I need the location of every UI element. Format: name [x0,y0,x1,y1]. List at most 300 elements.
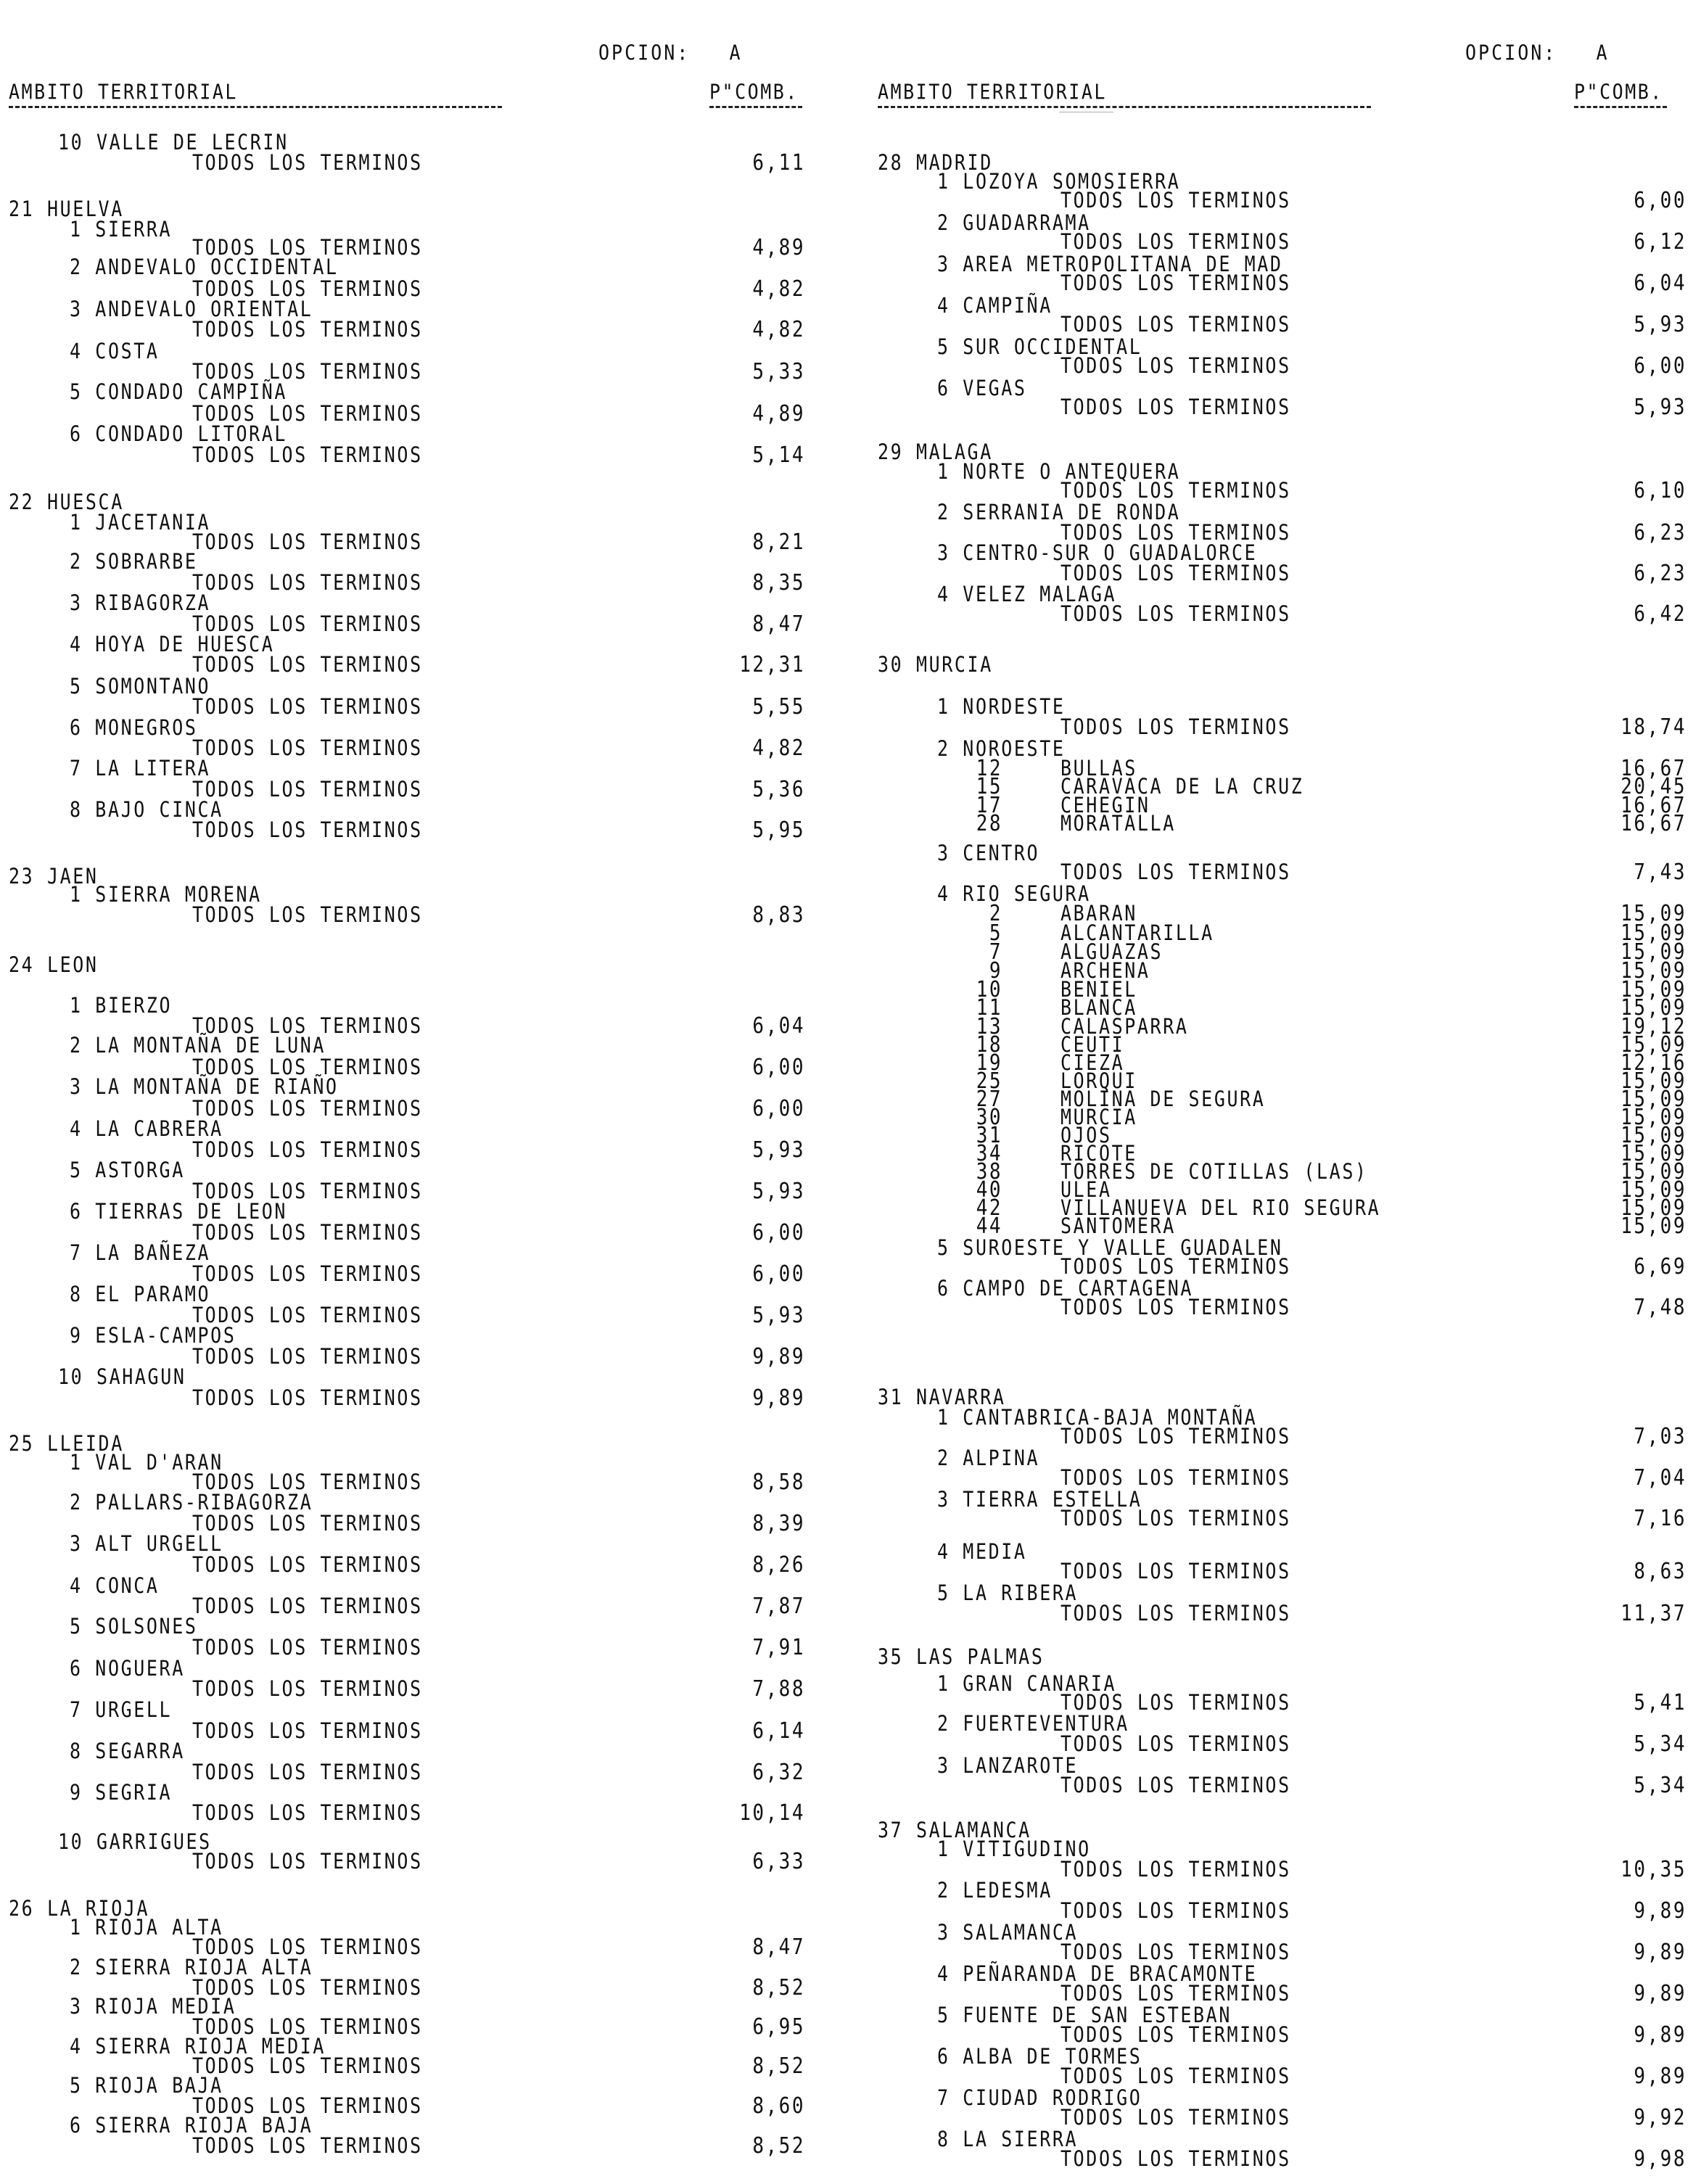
price-value: 19,12 [1620,1013,1686,1040]
all-terms-label: TODOS LOS TERMINOS [192,1302,423,1328]
price-value: 6,11 [752,149,805,176]
municipio-name: VILLANUEVA DEL RIO SEGURA [1060,1195,1381,1221]
municipio-name: CIEZA [1060,1050,1125,1076]
price-value: 10,35 [1620,1856,1686,1883]
all-terms-label: TODOS LOS TERMINOS [1060,1423,1291,1449]
price-value: 9,92 [1634,2104,1686,2131]
municipio-code: 9 [989,957,1002,984]
comarca-name: 8 SEGARRA [70,1738,185,1764]
price-value: 6,04 [752,1013,805,1039]
comarca-name: 1 VITIGUDINO [937,1836,1091,1862]
price-value: 15,09 [1620,1068,1686,1095]
all-terms-label: TODOS LOS TERMINOS [192,1593,423,1619]
comarca-name: 3 ANDEVALO ORIENTAL [70,296,313,322]
municipio-name: SANTOMERA [1060,1213,1176,1239]
province-name: 31 NAVARRA [878,1384,1006,1410]
comarca-name: 8 LA SIERRA [937,2126,1079,2152]
comarca-name: 1 JACETANIA [70,509,211,535]
price-value: 16,67 [1620,792,1686,819]
opcion-label: OPCION: A [1465,41,1610,65]
comarca-name: 2 SIERRA RIOJA ALTA [70,1954,313,1980]
price-value: 6,04 [1634,270,1686,297]
comarca-name: 3 RIBAGORZA [70,590,211,616]
comarca-name: 4 COSTA [70,338,160,364]
opcion-value: A [1596,41,1610,65]
price-value: 8,21 [752,529,805,556]
province-name: 23 JAEN [9,863,99,889]
column-header-territory: AMBITO TERRITORIAL [878,80,1107,104]
comarca-name: 1 VAL D'ARAN [70,1449,223,1475]
all-terms-label: TODOS LOS TERMINOS [192,776,423,802]
municipio-code: 15 [976,773,1002,800]
all-terms-label: TODOS LOS TERMINOS [192,2014,423,2040]
all-terms-label: TODOS LOS TERMINOS [1060,601,1291,627]
price-value: 6,23 [1634,519,1686,546]
price-value: 4,89 [752,234,805,261]
all-terms-label: TODOS LOS TERMINOS [1060,1939,1291,1965]
price-value: 8,39 [752,1510,805,1537]
price-value: 11,37 [1620,1600,1686,1627]
municipio-code: 5 [989,920,1002,947]
price-value: 10,14 [739,1800,805,1826]
comarca-name: 6 ALBA DE TORMES [937,2043,1142,2069]
all-terms-label: TODOS LOS TERMINOS [192,1759,423,1785]
price-value: 4,82 [752,316,805,343]
municipio-code: 34 [976,1140,1002,1167]
all-terms-label: TODOS LOS TERMINOS [1060,1772,1291,1798]
opcion-label: OPCION: A [598,41,743,65]
comarca-name: 4 SIERRA RIOJA MEDIA [70,2033,326,2059]
price-value: 6,42 [1634,601,1686,627]
all-terms-label: TODOS LOS TERMINOS [1060,1980,1291,2006]
all-terms-label: TODOS LOS TERMINOS [192,1219,423,1245]
all-terms-label: TODOS LOS TERMINOS [192,1137,423,1163]
price-value: 6,23 [1634,560,1686,587]
municipio-code: 10 [976,976,1002,1003]
comarca-name: 4 HOYA DE HUESCA [70,631,275,657]
all-terms-label: TODOS LOS TERMINOS [192,1934,423,1960]
all-terms-label: TODOS LOS TERMINOS [192,569,423,596]
right-column [849,0,1701,2184]
all-terms-label: TODOS LOS TERMINOS [1060,228,1291,255]
price-value: 12,31 [739,651,805,678]
comarca-name: 2 NOROESTE [937,735,1066,762]
price-value: 5,34 [1634,1731,1686,1757]
municipio-code: 11 [976,994,1002,1021]
all-terms-label: TODOS LOS TERMINOS [1060,2022,1291,2048]
all-terms-label: TODOS LOS TERMINOS [1060,519,1291,545]
comarca-name: 2 PALLARS-RIBAGORZA [70,1489,313,1515]
price-value: 6,32 [752,1759,805,1786]
left-column [0,0,849,2184]
all-terms-label: TODOS LOS TERMINOS [1060,2063,1291,2089]
municipio-code: 38 [976,1158,1002,1185]
all-terms-label: TODOS LOS TERMINOS [192,1343,423,1369]
all-terms-label: TODOS LOS TERMINOS [192,817,423,843]
comarca-name: 5 SOLSONES [70,1613,198,1639]
comarca-name: 2 ANDEVALO OCCIDENTAL [70,254,339,280]
all-terms-label: TODOS LOS TERMINOS [192,1800,423,1826]
municipio-code: 40 [976,1177,1002,1203]
price-value: 15,09 [1620,900,1686,927]
comarca-name: 8 BAJO CINCA [70,796,223,823]
price-value: 5,14 [752,442,805,469]
price-value: 15,09 [1620,920,1686,947]
price-value: 7,16 [1634,1505,1686,1532]
municipio-code: 13 [976,1013,1002,1040]
comarca-name: 2 LEDESMA [937,1877,1053,1903]
municipio-name: BLANCA [1060,994,1137,1021]
all-terms-label: TODOS LOS TERMINOS [1060,1505,1291,1531]
all-terms-label: TODOS LOS TERMINOS [192,1261,423,1287]
price-value: 6,14 [752,1718,805,1744]
column-header-territory: AMBITO TERRITORIAL [9,80,238,104]
all-terms-label: TODOS LOS TERMINOS [192,1469,423,1495]
price-value: 8,35 [752,569,805,596]
comarca-name: 5 SUROESTE Y VALLE GUADALEN [937,1235,1283,1261]
all-terms-label: TODOS LOS TERMINOS [1060,1294,1291,1320]
price-value: 9,89 [1634,2022,1686,2048]
comarca-name: 6 NOGUERA [70,1655,185,1681]
price-value: 7,88 [752,1676,805,1702]
price-value: 6,69 [1634,1253,1686,1280]
municipio-name: CEUTI [1060,1031,1125,1058]
comarca-name: 6 SIERRA RIOJA BAJA [70,2112,313,2138]
all-terms-label: TODOS LOS TERMINOS [192,611,423,637]
comarca-name: 2 ALPINA [937,1445,1040,1471]
comarca-name: 3 CENTRO [937,840,1040,866]
all-terms-label: TODOS LOS TERMINOS [1060,714,1291,740]
all-terms-label: TODOS LOS TERMINOS [1060,1600,1291,1626]
comarca-name: 6 VEGAS [937,375,1027,401]
price-value: 15,09 [1620,1140,1686,1167]
comarca-name: 3 AREA METROPOLITANA DE MAD [937,251,1283,277]
price-value: 5,93 [1634,394,1686,421]
price-value: 6,10 [1634,477,1686,504]
municipio-code: 31 [976,1122,1002,1149]
municipio-name: CALASPARRA [1060,1013,1189,1039]
comarca-name: 7 LA LITERA [70,755,211,781]
municipio-code: 44 [976,1213,1002,1240]
price-value: 8,63 [1634,1558,1686,1585]
province-name: 37 SALAMANCA [878,1817,1031,1843]
comarca-name: 5 SOMONTANO [70,673,211,699]
municipio-name: TORRES DE COTILLAS (LAS) [1060,1158,1368,1184]
all-terms-label: TODOS LOS TERMINOS [1060,2146,1291,2172]
all-terms-label: TODOS LOS TERMINOS [192,2053,423,2079]
municipio-name: MOLINA DE SEGURA [1060,1086,1266,1112]
price-value: 15,09 [1620,1122,1686,1149]
price-value: 8,52 [752,1974,805,2001]
price-value: 15,09 [1620,1086,1686,1113]
price-value: 5,95 [752,817,805,844]
municipio-name: BULLAS [1060,755,1137,781]
price-value: 15,09 [1620,994,1686,1021]
municipio-name: ALGUAZAS [1060,939,1163,965]
comarca-name: 3 SALAMANCA [937,1919,1079,1945]
price-value: 5,93 [752,1137,805,1163]
price-value: 4,82 [752,276,805,302]
comarca-name: 3 RIOJA MEDIA [70,1993,236,2019]
municipio-code: 2 [989,900,1002,927]
price-value: 15,09 [1620,939,1686,965]
province-name: 25 LLEIDA [9,1430,124,1456]
price-value: 7,04 [1634,1464,1686,1491]
price-value: 6,00 [752,1261,805,1287]
price-value: 15,09 [1620,1104,1686,1131]
comarca-name: 7 URGELL [70,1697,173,1723]
comarca-name: 5 LA RIBERA [937,1580,1079,1606]
comarca-name: 4 LA CABRERA [70,1116,223,1142]
price-value: 15,09 [1620,1031,1686,1058]
all-terms-label: TODOS LOS TERMINOS [1060,1253,1291,1280]
price-value: 7,43 [1634,859,1686,886]
price-divider [709,106,802,108]
column-header-price: P"COMB. [709,80,799,104]
price-divider [1574,106,1667,108]
municipio-name: ABARAN [1060,900,1137,926]
municipio-code: 42 [976,1195,1002,1221]
municipio-name: ULEA [1060,1177,1112,1203]
municipio-name: MURCIA [1060,1104,1137,1130]
price-value: 6,00 [1634,353,1686,379]
price-value: 18,74 [1620,714,1686,741]
price-value: 12,16 [1620,1050,1686,1076]
municipio-name: LORQUI [1060,1068,1137,1094]
municipio-name: ARCHENA [1060,957,1150,984]
all-terms-label: TODOS LOS TERMINOS [192,1974,423,2000]
all-terms-label: TODOS LOS TERMINOS [1060,1558,1291,1584]
all-terms-label: TODOS LOS TERMINOS [192,2093,423,2119]
municipio-code: 12 [976,755,1002,782]
header-divider [9,106,502,108]
comarca-name: 6 TIERRAS DE LEON [70,1198,288,1224]
comarca-name: 6 CAMPO DE CARTAGENA [937,1275,1194,1301]
comarca-name: 5 CONDADO CAMPIÑA [70,379,288,405]
comarca-name: 5 FUENTE DE SAN ESTEBAN [937,2002,1232,2028]
price-value: 9,89 [752,1385,805,1412]
municipio-code: 27 [976,1086,1002,1113]
price-value: 9,89 [752,1343,805,1370]
comarca-name: 10 VALLE DE LECRIN [58,129,289,155]
municipio-name: MORATALLA [1060,810,1176,836]
price-value: 5,41 [1634,1689,1686,1716]
province-name: 35 LAS PALMAS [878,1644,1045,1670]
all-terms-label: TODOS LOS TERMINOS [1060,270,1291,296]
province-name: 22 HUESCA [9,489,124,515]
all-terms-label: TODOS LOS TERMINOS [192,149,423,176]
comarca-name: 4 PEÑARANDA DE BRACAMONTE [937,1961,1258,1987]
comarca-name: 3 LA MONTAÑA DE RIAÑO [70,1074,339,1100]
price-value: 8,47 [752,1934,805,1961]
comarca-name: 1 SIERRA [70,216,173,242]
price-value: 6,00 [752,1095,805,1122]
column-header-price: P"COMB. [1574,80,1663,104]
price-value: 5,93 [1634,311,1686,338]
comarca-name: 7 LA BAÑEZA [70,1240,211,1266]
all-terms-label: TODOS LOS TERMINOS [192,400,423,427]
all-terms-label: TODOS LOS TERMINOS [1060,1856,1291,1882]
price-value: 6,00 [752,1054,805,1081]
all-terms-label: TODOS LOS TERMINOS [192,276,423,302]
price-value: 8,52 [752,2133,805,2159]
price-value: 4,89 [752,400,805,427]
comarca-name: 4 CONCA [70,1573,160,1599]
municipio-code: 17 [976,792,1002,819]
comarca-name: 6 CONDADO LITORAL [70,421,288,447]
comarca-name: 1 SIERRA MORENA [70,881,262,907]
all-terms-label: TODOS LOS TERMINOS [1060,1731,1291,1757]
comarca-name: 5 ASTORGA [70,1157,185,1183]
all-terms-label: TODOS LOS TERMINOS [192,693,423,720]
comarca-name: 1 RIOJA ALTA [70,1914,223,1940]
all-terms-label: TODOS LOS TERMINOS [192,2133,423,2159]
price-value: 6,00 [752,1219,805,1246]
comarca-name: 3 CENTRO-SUR O GUADALORCE [937,540,1258,566]
all-terms-label: TODOS LOS TERMINOS [192,902,423,928]
all-terms-label: TODOS LOS TERMINOS [192,735,423,761]
price-value: 5,33 [752,358,805,385]
all-terms-label: TODOS LOS TERMINOS [1060,1689,1291,1715]
municipio-code: 28 [976,810,1002,837]
municipio-code: 30 [976,1104,1002,1131]
price-value: 15,09 [1620,1213,1686,1240]
all-terms-label: TODOS LOS TERMINOS [192,1178,423,1204]
price-value: 15,09 [1620,957,1686,984]
price-value: 15,09 [1620,976,1686,1003]
comarca-name: 4 MEDIA [937,1538,1027,1565]
price-value: 15,09 [1620,1158,1686,1185]
price-value: 16,67 [1620,810,1686,837]
price-value: 15,09 [1620,1177,1686,1203]
comarca-name: 9 SEGRIA [70,1779,173,1805]
comarca-name: 3 TIERRA ESTELLA [937,1486,1142,1512]
price-value: 7,03 [1634,1423,1686,1450]
price-value: 7,91 [752,1634,805,1661]
comarca-name: 1 GRAN CANARIA [937,1670,1117,1697]
all-terms-label: TODOS LOS TERMINOS [192,316,423,342]
province-name: 26 LA RIOJA [9,1895,150,1921]
opcion-value: A [729,41,743,65]
all-terms-label: TODOS LOS TERMINOS [1060,1464,1291,1491]
price-value: 5,34 [1634,1772,1686,1799]
all-terms-label: TODOS LOS TERMINOS [192,442,423,468]
all-terms-label: TODOS LOS TERMINOS [192,1095,423,1121]
comarca-name: 2 SERRANIA DE RONDA [937,499,1181,525]
price-value: 7,48 [1634,1294,1686,1321]
comarca-name: 1 NORTE O ANTEQUERA [937,458,1181,485]
municipio-code: 25 [976,1068,1002,1095]
all-terms-label: TODOS LOS TERMINOS [192,1510,423,1536]
all-terms-label: TODOS LOS TERMINOS [192,1634,423,1660]
all-terms-label: TODOS LOS TERMINOS [192,1054,423,1080]
price-value: 16,67 [1620,755,1686,782]
municipio-name: CARAVACA DE LA CRUZ [1060,773,1304,799]
comarca-name: 1 LOZOYA SOMOSIERRA [937,168,1181,194]
all-terms-label: TODOS LOS TERMINOS [1060,859,1291,885]
comarca-name: 3 LANZAROTE [937,1752,1079,1779]
price-value: 9,89 [1634,1897,1686,1924]
all-terms-label: TODOS LOS TERMINOS [1060,311,1291,337]
price-value: 5,93 [752,1178,805,1205]
price-value: 8,52 [752,2053,805,2080]
all-terms-label: TODOS LOS TERMINOS [192,1718,423,1744]
price-value: 9,98 [1634,2146,1686,2172]
price-value: 5,36 [752,776,805,803]
province-name: 21 HUELVA [9,196,124,222]
all-terms-label: TODOS LOS TERMINOS [192,529,423,555]
all-terms-label: TODOS LOS TERMINOS [1060,560,1291,586]
all-terms-label: TODOS LOS TERMINOS [192,1848,423,1874]
all-terms-label: TODOS LOS TERMINOS [1060,477,1291,503]
comarca-name: 6 MONEGROS [70,714,198,741]
all-terms-label: TODOS LOS TERMINOS [1060,2104,1291,2130]
all-terms-label: TODOS LOS TERMINOS [192,358,423,384]
all-terms-label: TODOS LOS TERMINOS [192,1676,423,1702]
comarca-name: 2 SOBRARBE [70,548,198,574]
price-value: 8,47 [752,611,805,638]
comarca-name: 10 GARRIGUES [58,1829,212,1855]
price-value: 6,33 [752,1848,805,1875]
price-value: 6,95 [752,2014,805,2040]
all-terms-label: TODOS LOS TERMINOS [1060,1897,1291,1924]
comarca-name: 4 RIO SEGURA [937,881,1091,907]
all-terms-label: TODOS LOS TERMINOS [192,1385,423,1411]
price-value: 8,58 [752,1469,805,1496]
comarca-name: 2 LA MONTAÑA DE LUNA [70,1032,326,1058]
price-value: 4,82 [752,735,805,762]
comarca-name: 10 SAHAGUN [58,1364,186,1390]
comarca-name: 2 GUADARRAMA [937,210,1091,236]
municipio-code: 18 [976,1031,1002,1058]
price-value: 9,89 [1634,1980,1686,2007]
all-terms-label: TODOS LOS TERMINOS [192,1013,423,1039]
price-value: 8,60 [752,2093,805,2119]
comarca-name: 7 CIUDAD RODRIGO [937,2085,1142,2111]
comarca-name: 3 ALT URGELL [70,1530,223,1557]
municipio-code: 7 [989,939,1002,965]
price-value: 8,83 [752,902,805,928]
province-name: 28 MADRID [878,149,993,176]
municipio-code: 19 [976,1050,1002,1076]
price-value: 8,26 [752,1552,805,1578]
comarca-name: 1 NORDESTE [937,693,1066,720]
header-divider [878,106,1371,108]
all-terms-label: TODOS LOS TERMINOS [192,234,423,260]
municipio-name: OJOS [1060,1122,1112,1148]
comarca-name: 1 CANTABRICA-BAJA MONTAÑA [937,1404,1258,1430]
all-terms-label: TODOS LOS TERMINOS [1060,353,1291,379]
price-value: 15,09 [1620,1195,1686,1221]
province-name: 24 LEON [9,952,99,978]
comarca-name: 4 CAMPIÑA [937,292,1053,318]
comarca-name: 2 FUERTEVENTURA [937,1710,1129,1736]
all-terms-label: TODOS LOS TERMINOS [192,651,423,677]
price-value: 9,89 [1634,1939,1686,1966]
price-value: 5,93 [752,1302,805,1329]
price-value: 9,89 [1634,2063,1686,2090]
price-value: 7,87 [752,1593,805,1620]
price-value: 6,12 [1634,228,1686,255]
comarca-name: 4 VELEZ MALAGA [937,581,1117,607]
comarca-name: 9 ESLA-CAMPOS [70,1322,236,1348]
comarca-name: 1 BIERZO [70,992,173,1018]
price-value: 5,55 [752,693,805,720]
province-name: 29 MALAGA [878,439,993,465]
all-terms-label: TODOS LOS TERMINOS [1060,187,1291,213]
price-value: 20,45 [1620,773,1686,800]
all-terms-label: TODOS LOS TERMINOS [192,1552,423,1578]
